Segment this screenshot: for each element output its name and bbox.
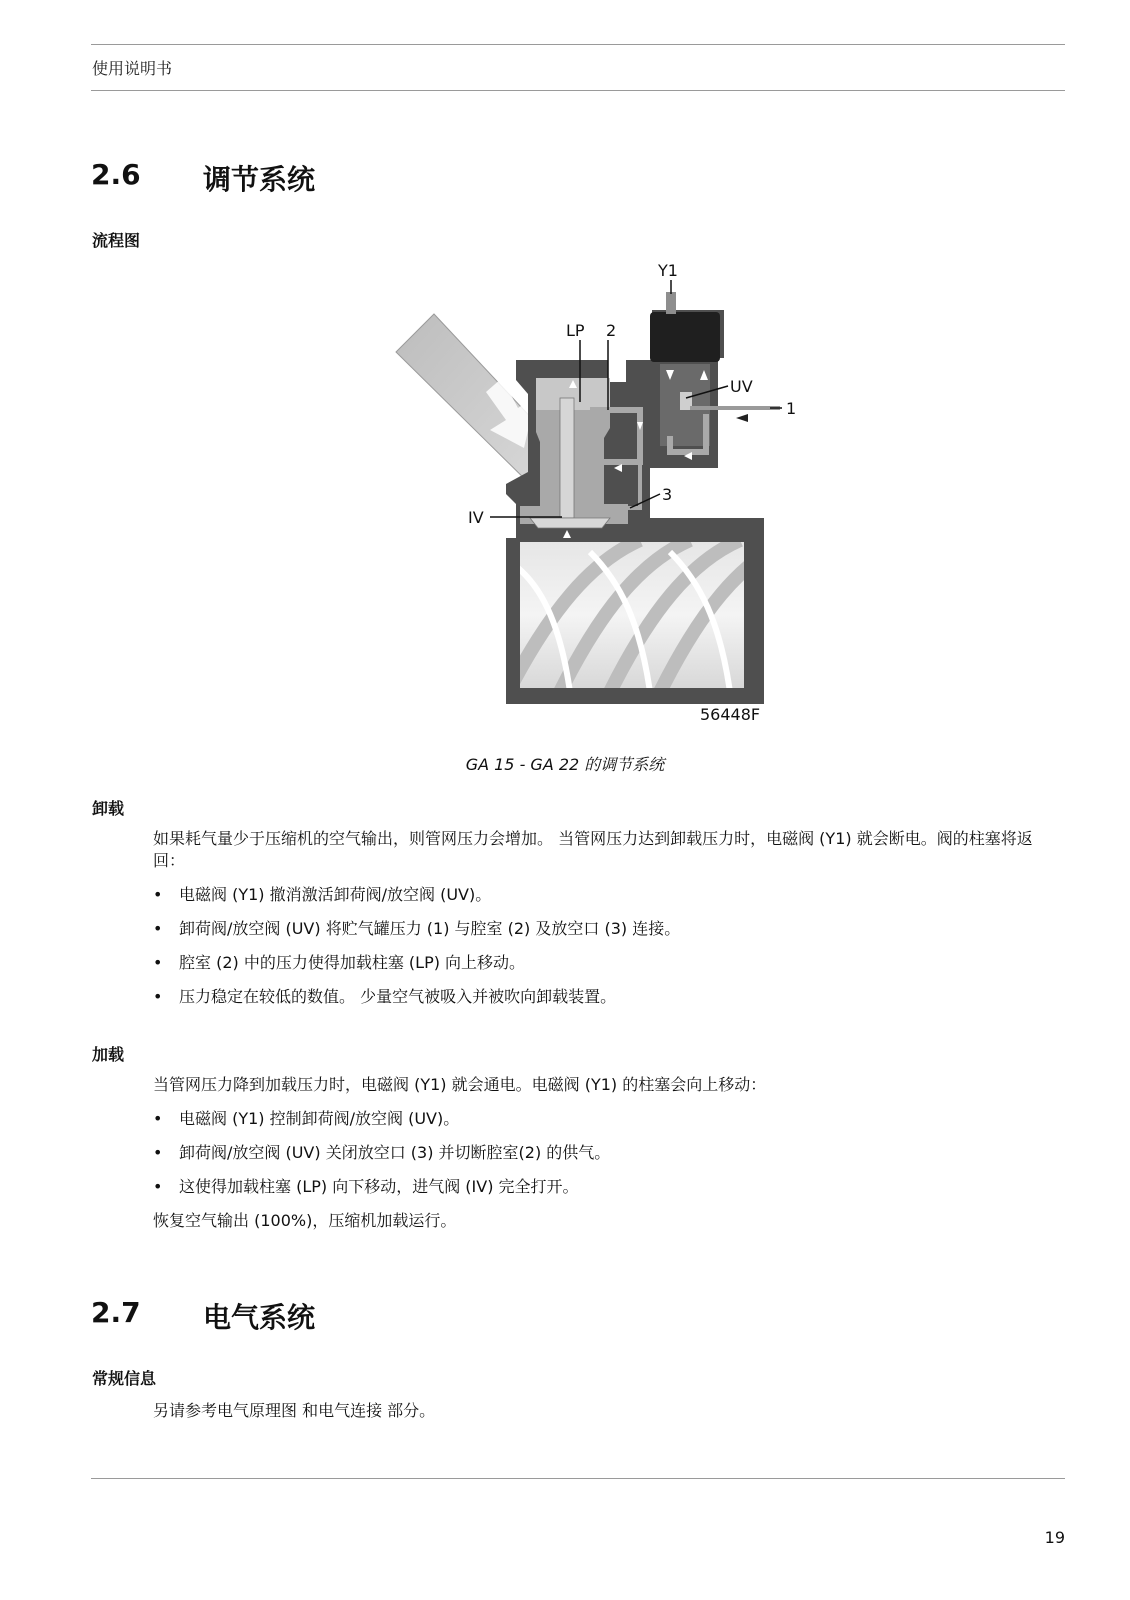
loading-heading: 加载 bbox=[92, 1045, 125, 1064]
label-uv: UV bbox=[730, 377, 753, 396]
list-item-text: 电磁阀 (Y1) 控制卸荷阀/放空阀 (UV)。 bbox=[179, 1109, 460, 1128]
label-lp: LP bbox=[566, 321, 585, 340]
label-y1: Y1 bbox=[658, 262, 678, 280]
footer-rule bbox=[91, 1478, 1065, 1479]
inlet-valve-disc bbox=[530, 518, 610, 528]
label-1: 1 bbox=[786, 399, 797, 418]
loading-plunger bbox=[560, 398, 574, 518]
unloading-intro: 如果耗气量少于压缩机的空气输出，则管网压力会增加。 当管网压力达到卸载压力时，电磁阀 (Y1) 就会断电。阀的柱塞将返回： bbox=[153, 829, 1033, 870]
label-iv: IV bbox=[468, 508, 484, 527]
section-number: 2.7 bbox=[91, 1296, 141, 1329]
loading-outro: 恢复空气输出 (100%)，压缩机加载运行。 bbox=[153, 1211, 457, 1230]
list-item-text: 腔室 (2) 中的压力使得加载柱塞 (LP) 向上移动。 bbox=[179, 953, 526, 972]
general-info-text: 另请参考电气原理图 和电气连接 部分。 bbox=[153, 1401, 436, 1420]
header-title: 使用说明书 bbox=[92, 59, 173, 78]
regulating-system-diagram bbox=[390, 262, 810, 748]
bullet-icon: • bbox=[153, 885, 163, 904]
page-number: 19 bbox=[1044, 1528, 1065, 1547]
bullet-icon: • bbox=[153, 919, 163, 938]
bullet-icon: • bbox=[153, 1177, 163, 1196]
bullet-icon: • bbox=[153, 1143, 163, 1162]
solenoid-valve-y1 bbox=[650, 312, 720, 362]
section-title: 电气系统 bbox=[203, 1301, 316, 1334]
list-item-text: 卸荷阀/放空阀 (UV) 将贮气罐压力 (1) 与腔室 (2) 及放空口 (3) 连接。 bbox=[179, 919, 681, 938]
bullet-icon: • bbox=[153, 953, 163, 972]
section-number: 2.6 bbox=[91, 158, 141, 191]
figure-caption: GA 15 - GA 22 的调节系统 bbox=[465, 755, 665, 774]
header-bottom-rule bbox=[91, 90, 1065, 91]
figure-code: 56448F bbox=[700, 705, 761, 724]
bullet-icon: • bbox=[153, 1109, 163, 1128]
solenoid-connector bbox=[666, 292, 676, 314]
unloading-heading: 卸载 bbox=[92, 799, 125, 818]
list-item-text: 电磁阀 (Y1) 撤消激活卸荷阀/放空阀 (UV)。 bbox=[179, 885, 492, 904]
label-3: 3 bbox=[662, 485, 673, 504]
list-item-text: 压力稳定在较低的数值。 少量空气被吸入并被吹向卸载装置。 bbox=[179, 987, 617, 1006]
list-item-text: 这使得加载柱塞 (LP) 向下移动，进气阀 (IV) 完全打开。 bbox=[179, 1177, 579, 1196]
left-arrow-icon bbox=[736, 414, 748, 422]
section-title: 调节系统 bbox=[203, 163, 316, 196]
bullet-icon: • bbox=[153, 987, 163, 1006]
flow-chart-heading: 流程图 bbox=[92, 231, 141, 250]
list-item-text: 卸荷阀/放空阀 (UV) 关闭放空口 (3) 并切断腔室(2) 的供气。 bbox=[179, 1143, 611, 1162]
loading-intro: 当管网压力降到加载压力时，电磁阀 (Y1) 就会通电。电磁阀 (Y1) 的柱塞会向上移动： bbox=[153, 1075, 767, 1094]
header-top-rule bbox=[91, 44, 1065, 45]
label-2: 2 bbox=[606, 321, 617, 340]
general-info-heading: 常规信息 bbox=[92, 1369, 157, 1388]
